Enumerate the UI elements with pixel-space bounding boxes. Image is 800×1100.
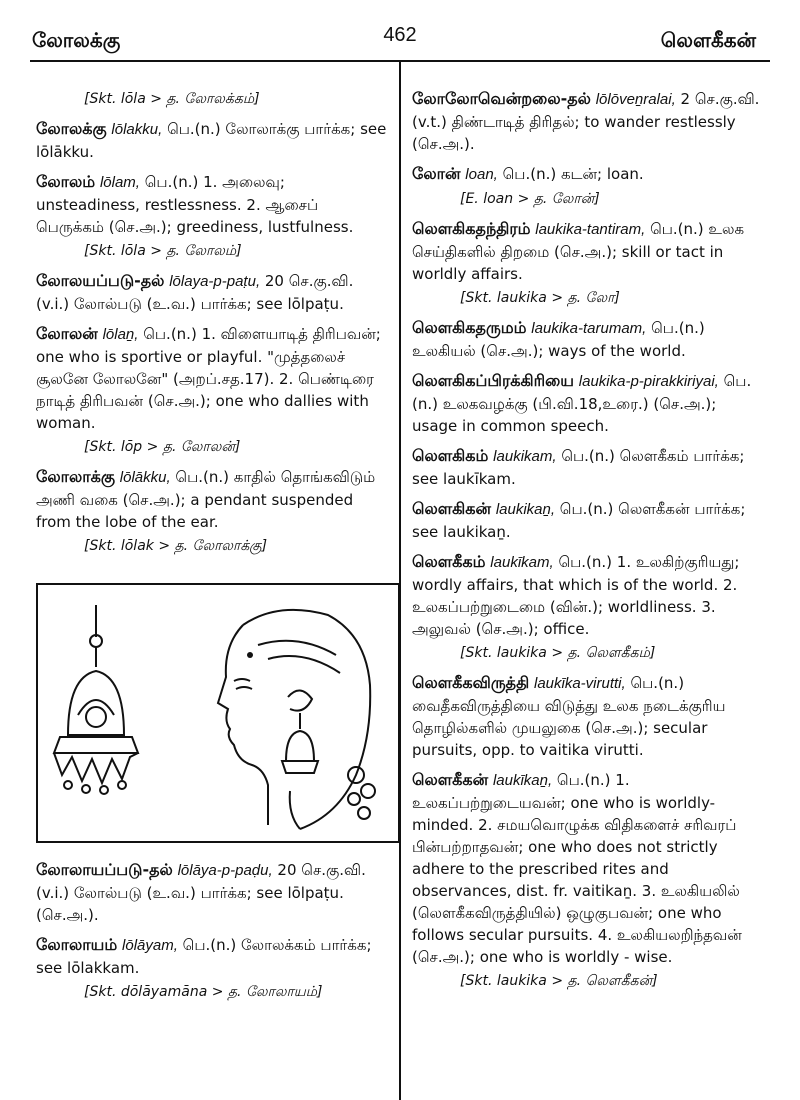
entry-definition: பெ.(n.) வைதீகவிருத்தியை விடுத்து உலக நடைக்குரிய தொழில்களில் முயலுகை (செ.அ.); secular pursuits, opp. to vaitika virutti. [412, 674, 726, 759]
dictionary-entry [36, 934, 388, 1003]
dictionary-entry [412, 163, 764, 210]
entry-transliteration: lōlōveṉralai, [595, 91, 676, 108]
entry-definition: 20 செ.கு.வி. (v.i.) லோல்படு (உ.வ.) பார்க்க; see lōlpaṭu.(செ.அ.). [36, 861, 366, 924]
entry-definition: 2 செ.கு.வி. (v.t.) திண்டாடித் திரிதல்; to wander restlessly (செ.அ.). [412, 90, 760, 153]
entry-transliteration: laukīka-virutti, [533, 675, 626, 692]
entry-definition: பெ.(n.) காதில் தொங்கவிடும் அணி வகை (செ.அ.); a pendant suspended from the lobe of the ear. [36, 468, 376, 531]
entry-definition: பெ.(n.) 1. விளையாடித் திரிபவன்; one who is sportive or playful. "முத்தலைச் சூலனே லோலனே" (அறப்.சத.17). 2. பெண்டிரை நாடித் திரிபவன் (செ.அ.); one who dallies with woman. [36, 325, 381, 432]
entry-transliteration: laukika-tarumam, [531, 320, 647, 337]
entry-definition: பெ.(n.) 1. உலகிற்குரியது; wordly affairs, that which is of the world. 2. உலகப்பற்றுடைமை (வின்.); worldliness. 3. அலுவல் (செ.அ.); office. [412, 553, 740, 638]
entry-headword: லௌகிகப்பிரக்கிரியை [412, 371, 574, 390]
dictionary-entry [412, 370, 764, 437]
dictionary-entry [36, 118, 388, 163]
entry-definition: பெ.(n.) உலக செய்திகளில் திறமை (செ.அ.); skill or tact in worldly affairs. [412, 220, 745, 283]
entry-transliteration: lōlakku, [111, 121, 163, 138]
entry-transliteration: laukīkaṉ, [492, 772, 553, 789]
entry-headword: லௌகிகன் [412, 499, 492, 518]
entry-headword: லோலன் [36, 324, 98, 343]
entry-definition: பெ.(n.) லௌகீகம் பார்க்க; see laukīkam. [412, 447, 745, 488]
right-column [412, 64, 764, 1000]
column-divider [399, 62, 401, 1100]
entry-definition: பெ.(n.) 1. உலகப்பற்றுடையவன்; one who is worldly-minded. 2. சமயவொழுக்க விதிகளைச் சரிவரப் பின்பற்றாதவன்; one who does not strictly adhere to the prescribed rites and observances, dist. fr. vaitikaṉ. 3. உலகியலில் (லௌகீகவிருத்தியில்) ஒழுகுபவன்; one who follows secular pursuits. 4. உலகியலறிந்தவன் (செ.அ.); one who is worldly - wise. [412, 771, 742, 966]
entry-headword: லோலாக்கு [36, 467, 115, 486]
dictionary-entry [36, 323, 388, 458]
entry-transliteration: lōlaṉ, [102, 326, 139, 343]
dictionary-entry [412, 551, 764, 664]
dictionary-entry [36, 270, 388, 315]
entry-headword: லோலம் [36, 172, 96, 191]
entry-headword: லௌகீகம் [412, 552, 486, 571]
etymology: [Skt. laukika > த. லோ] [460, 290, 620, 306]
entry-headword: லௌகிகதருமம் [412, 318, 527, 337]
entry-transliteration: laukikam, [493, 448, 557, 465]
entry-definition: பெ.(n.) லௌகீகன் பார்க்க; see laukikaṉ. [412, 500, 746, 541]
etymology: [E. loan > த. லோன்] [460, 191, 600, 207]
entry-definition: பெ.(n.) உலகியல் (செ.அ.); ways of the world. [412, 319, 705, 360]
etymology: [Skt. lōp > த. லோலன்] [84, 439, 241, 455]
dictionary-entry [412, 769, 764, 992]
entry-headword: லௌகிகம் [412, 446, 489, 465]
entry-transliteration: laukīkam, [490, 554, 554, 571]
dictionary-entry [412, 317, 764, 362]
etymology: [Skt. lōla > த. லோலக்கம்] [84, 91, 260, 107]
entry-headword: லோலாயம் [36, 935, 118, 954]
entry-headword: லோலோவென்றலை-தல் [412, 89, 591, 108]
dictionary-entry [412, 445, 764, 490]
dictionary-entry [36, 466, 388, 557]
left-column [36, 64, 388, 1011]
dictionary-entry [412, 88, 764, 155]
entry-headword: லோலக்கு [36, 119, 107, 138]
entry-transliteration: laukika-p-pirakkiriyai, [578, 373, 719, 390]
entry-definition: பெ.(n.) கடன்; loan. [502, 165, 644, 183]
header-right-headword: லௌகீகன் [660, 28, 756, 52]
entry-headword: லோலயப்படு-தல் [36, 271, 165, 290]
etymology: [Skt. dōlāyamāna > த. லோலாயம்] [84, 984, 323, 1000]
earring-illustration [36, 583, 400, 843]
entry-transliteration: laukikaṉ, [495, 501, 556, 518]
earring-pendant-illustration-icon [38, 585, 398, 841]
entry-headword: லௌகிகதந்திரம் [412, 219, 531, 238]
etymology: [Skt. laukika > த. லௌகீகன்] [460, 973, 658, 989]
entry-transliteration: lōlaya-p-paṭu, [169, 273, 261, 290]
entry-headword: லௌகீகவிருத்தி [412, 673, 530, 692]
header-left-headword: லோலக்கு [32, 28, 121, 52]
page-header [0, 0, 800, 62]
entry-transliteration: laukika-tantiram, [535, 221, 646, 238]
entry-headword: லோன் [412, 164, 461, 183]
dictionary-entry [412, 498, 764, 543]
etymology: [Skt. laukika > த. லௌகீகம்] [460, 645, 656, 661]
dictionary-entry [36, 859, 388, 926]
etymology: [Skt. lōlak > த. லோலாக்கு] [84, 538, 268, 554]
dictionary-entry [412, 218, 764, 309]
entry-definition: பெ.(n.) 1. அலைவு; unsteadiness, restlessness. 2. ஆசைப் பெருக்கம் (செ.அ.); greediness, lustfulness. [36, 173, 354, 236]
entry-definition: பெ.(n.) லோலாக்கு பார்க்க; see lōlākku. [36, 120, 387, 161]
entry-headword: லௌகீகன் [412, 770, 489, 789]
entry-transliteration: lōlam, [99, 174, 140, 191]
dictionary-entry [36, 171, 388, 262]
entry-definition: பெ.(n.) உலகவழக்கு (பி.வி.18,உரை.) (செ.அ.); usage in common speech. [412, 372, 752, 435]
entry-transliteration: loan, [465, 166, 498, 183]
etymology: [Skt. lōla > த. லோலம்] [84, 243, 242, 259]
entry-headword: லோலாயப்படு-தல் [36, 860, 173, 879]
entry-definition: 20 செ.கு.வி. (v.i.) லோல்படு (உ.வ.) பார்க்க; see lōlpaṭu. [36, 272, 354, 313]
page-number: 462 [383, 24, 417, 46]
entry-transliteration: lōlāyam, [122, 937, 178, 954]
dictionary-entry [412, 672, 764, 761]
entry-transliteration: lōlākku, [119, 469, 171, 486]
entry-definition: பெ.(n.) லோலக்கம் பார்க்க; see lōlakkam. [36, 936, 372, 977]
entry-transliteration: lōlāya-p-paḍu, [177, 862, 273, 879]
